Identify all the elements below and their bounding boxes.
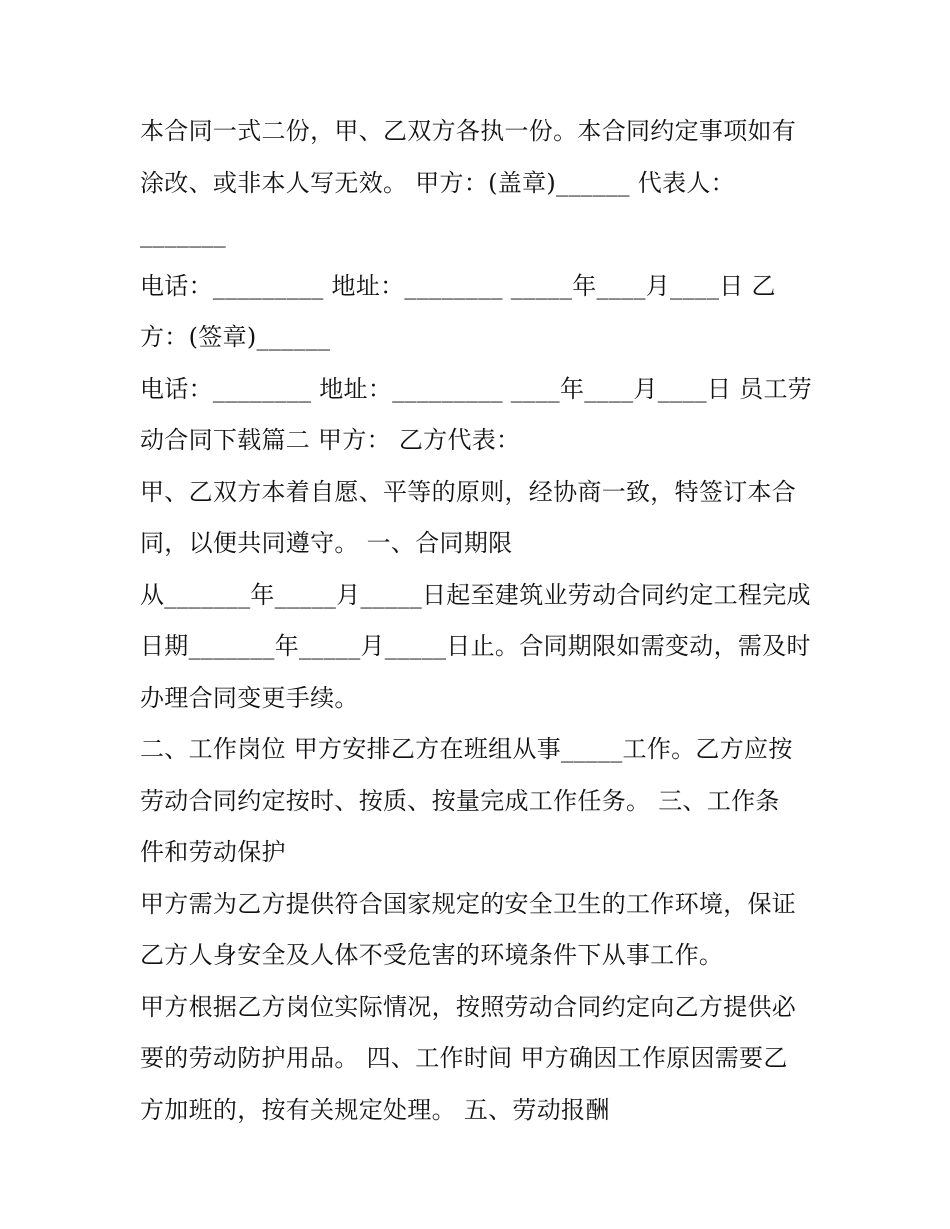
paragraph-contract-term [140,570,820,725]
text-line: 要的劳动防护用品。 四、工作时间 甲方确因工作原因需要乙 [140,1044,788,1072]
text-line: 电话：________ 地址：_________ ____年____月____日 员工劳 [140,374,813,403]
text-line: 二、工作岗位 甲方安排乙方在班组从事_____工作。乙方应按 [140,735,793,763]
text-line: 从_______年_____月_____日起至建筑业劳动合同约定工程完成 [140,580,811,609]
text-line: _______ [140,220,227,248]
paragraph-party-a-contact [140,261,820,364]
text-line: 方加班的，按有关规定处理。 五、劳动报酬 [140,1095,610,1124]
text-line: 件和劳动保护 [140,838,286,866]
text-line: 劳动合同约定按时、按质、按量完成工作任务。 三、工作条 [140,786,780,815]
text-line: 甲方根据乙方岗位实际情况，按照劳动合同约定向乙方提供必 [140,992,797,1021]
text-line: 乙方人身安全及人体不受危害的环境条件下从事工作。 [140,941,724,969]
text-line: 办理合同变更手续。 [140,683,359,712]
paragraph-preamble [140,467,820,570]
document-body [140,106,820,1136]
text-line: 甲方需为乙方提供符合国家规定的安全卫生的工作环境，保证 [140,889,797,918]
text-line: 甲、乙双方本着自愿、平等的原则，经协商一致，特签订本合 [140,477,797,506]
text-line: 动合同下载篇二 甲方： 乙方代表： [140,426,521,454]
paragraph-job-position [140,724,820,879]
text-line: 涂改、或非本人写无效。 甲方：(盖章)______ 代表人： [140,168,735,197]
paragraph-copies-and-party-a [140,106,820,261]
text-line: 同，以便共同遵守。 一、合同期限 [140,529,513,557]
text-line: 电话：_________ 地址：________ _____年____月____日 乙 [140,271,776,300]
text-line: 方：(签章)______ [140,323,331,351]
text-line: 日期_______年_____月_____日止。合同期限如需变动，需及时 [140,632,811,660]
paragraph-party-b-contact [140,364,820,467]
text-line: 本合同一式二份，甲、乙双方各执一份。本合同约定事项如有 [140,117,797,145]
paragraph-protective-equipment [140,982,820,1137]
paragraph-work-environment [140,879,820,982]
